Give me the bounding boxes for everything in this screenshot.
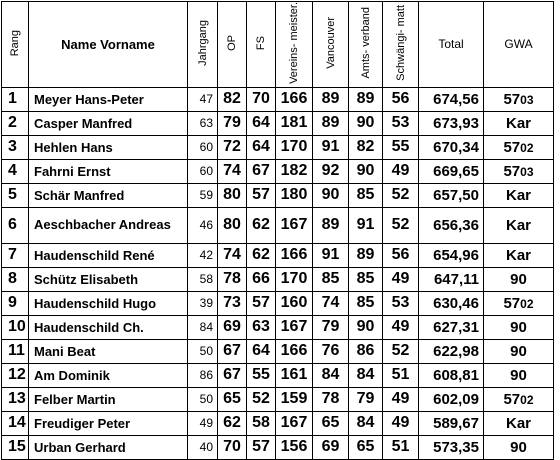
amtsverband-cell: 91 [349,207,383,243]
year-cell: 60 [188,135,218,159]
rank-cell: 12 [2,363,29,387]
vereinsmeister-cell: 167 [276,207,313,243]
total-cell: 669,65 [419,159,484,183]
vereinsmeister-cell: 160 [276,291,313,315]
total-cell: 602,09 [419,387,484,411]
header-op: OP [218,2,247,88]
op-cell: 74 [218,159,247,183]
gwa-cell [484,339,554,363]
schwaengimatt-cell: 52 [383,339,419,363]
total-cell: 673,93 [419,111,484,135]
op-cell: 73 [218,291,247,315]
table-row [2,387,554,411]
table-row [2,267,554,291]
gwa-cell [484,183,554,207]
fs-cell: 66 [247,267,276,291]
gwa-sub: 03 [520,92,534,107]
vancouver-cell: 85 [313,267,349,291]
gwa-sub: 02 [520,296,534,311]
year-cell: 60 [188,159,218,183]
vancouver-cell: 69 [313,435,349,459]
total-cell: 657,50 [419,183,484,207]
gwa-cell [484,159,554,183]
gwa-main: 90 [510,318,527,336]
table-row [2,435,554,459]
op-cell: 67 [218,363,247,387]
fs-cell: 55 [247,363,276,387]
rank-cell: 10 [2,315,29,339]
vancouver-cell: 65 [313,411,349,435]
op-cell: 80 [218,207,247,243]
total-cell: 589,67 [419,411,484,435]
name-cell: Hehlen Hans [29,135,188,159]
rank-cell: 2 [2,111,29,135]
vereinsmeister-cell: 180 [276,183,313,207]
vancouver-cell: 89 [313,207,349,243]
vereinsmeister-cell: 170 [276,135,313,159]
name-cell: Fahrni Ernst [29,159,188,183]
gwa-cell [484,243,554,267]
fs-cell: 70 [247,87,276,111]
gwa-main: Kar [505,246,531,264]
table-row [2,159,554,183]
header-name: Name Vorname [29,2,188,88]
op-cell: 65 [218,387,247,411]
year-cell: 63 [188,111,218,135]
vereinsmeister-cell: 170 [276,267,313,291]
amtsverband-cell: 79 [349,387,383,411]
rank-cell: 3 [2,135,29,159]
name-cell: Am Dominik [29,363,188,387]
fs-cell: 57 [247,435,276,459]
gwa-cell [484,207,554,243]
year-cell: 59 [188,183,218,207]
year-cell: 50 [188,339,218,363]
schwaengimatt-cell: 51 [383,363,419,387]
amtsverband-cell: 85 [349,291,383,315]
vereinsmeister-cell: 166 [276,87,313,111]
header-row [2,2,554,88]
name-cell: Urban Gerhard [29,435,188,459]
total-cell: 656,36 [419,207,484,243]
table-row [2,183,554,207]
gwa-main: 90 [510,342,527,360]
vancouver-cell: 84 [313,363,349,387]
rank-cell: 7 [2,243,29,267]
gwa-cell [484,363,554,387]
op-cell: 62 [218,411,247,435]
rank-cell: 1 [2,87,29,111]
fs-cell: 64 [247,135,276,159]
vereinsmeister-cell: 181 [276,111,313,135]
table-row [2,111,554,135]
schwaengimatt-cell: 53 [383,111,419,135]
name-cell: Freudiger Peter [29,411,188,435]
gwa-main: 57 [503,294,521,312]
fs-cell: 57 [247,183,276,207]
schwaengimatt-cell: 49 [383,267,419,291]
year-cell: 39 [188,291,218,315]
gwa-main: 57 [503,90,521,108]
rank-cell: 9 [2,291,29,315]
name-cell: Aeschbacher Andreas [29,207,188,243]
amtsverband-cell: 90 [349,111,383,135]
year-cell: 47 [188,87,218,111]
vancouver-cell: 91 [313,243,349,267]
name-cell: Mani Beat [29,339,188,363]
amtsverband-cell: 89 [349,243,383,267]
name-cell: Casper Manfred [29,111,188,135]
vancouver-cell: 89 [313,111,349,135]
amtsverband-cell: 82 [349,135,383,159]
op-cell: 79 [218,111,247,135]
table-row [2,363,554,387]
table-row [2,339,554,363]
fs-cell: 64 [247,111,276,135]
schwaengimatt-cell: 52 [383,183,419,207]
gwa-cell [484,135,554,159]
gwa-cell [484,315,554,339]
year-cell: 49 [188,411,218,435]
vancouver-cell: 90 [313,183,349,207]
total-cell: 670,34 [419,135,484,159]
total-cell: 627,31 [419,315,484,339]
year-cell: 42 [188,243,218,267]
gwa-sub: 02 [520,392,534,407]
vancouver-cell: 78 [313,387,349,411]
amtsverband-cell: 90 [349,315,383,339]
gwa-cell [484,411,554,435]
gwa-main: 57 [503,138,521,156]
rank-cell: 11 [2,339,29,363]
amtsverband-cell: 85 [349,183,383,207]
schwaengimatt-cell: 55 [383,135,419,159]
rank-cell: 6 [2,207,29,243]
op-cell: 74 [218,243,247,267]
gwa-main: Kar [505,414,531,432]
header-vancouver: Vancouver [313,2,349,88]
gwa-cell [484,387,554,411]
year-cell: 46 [188,207,218,243]
amtsverband-cell: 86 [349,339,383,363]
amtsverband-cell: 90 [349,159,383,183]
vancouver-cell: 79 [313,315,349,339]
schwaengimatt-cell: 49 [383,315,419,339]
name-cell: Felber Martin [29,387,188,411]
fs-cell: 64 [247,339,276,363]
amtsverband-cell: 84 [349,363,383,387]
header-amtsverband: Amts- verband [349,2,383,88]
total-cell: 674,56 [419,87,484,111]
table-row [2,411,554,435]
schwaengimatt-cell: 56 [383,243,419,267]
name-cell: Schütz Elisabeth [29,267,188,291]
op-cell: 78 [218,267,247,291]
total-cell: 608,81 [419,363,484,387]
table-row [2,315,554,339]
op-cell: 69 [218,315,247,339]
gwa-sub: 02 [520,140,534,155]
ranking-table [1,1,554,460]
gwa-cell [484,87,554,111]
gwa-cell [484,291,554,315]
header-fs: FS [247,2,276,88]
schwaengimatt-cell: 56 [383,87,419,111]
header-year: Jahrgang [188,2,218,88]
vancouver-cell: 76 [313,339,349,363]
schwaengimatt-cell: 49 [383,159,419,183]
vancouver-cell: 89 [313,87,349,111]
header-rank: Rang [2,2,29,88]
total-cell: 573,35 [419,435,484,459]
fs-cell: 63 [247,315,276,339]
vereinsmeister-cell: 159 [276,387,313,411]
gwa-cell [484,267,554,291]
table-row [2,207,554,243]
rank-cell: 13 [2,387,29,411]
gwa-main: 90 [510,438,527,456]
header-total: Total [419,2,484,88]
gwa-main: Kar [505,114,531,132]
amtsverband-cell: 65 [349,435,383,459]
schwaengimatt-cell: 53 [383,291,419,315]
name-cell: Meyer Hans-Peter [29,87,188,111]
total-cell: 654,96 [419,243,484,267]
op-cell: 70 [218,435,247,459]
table-row [2,87,554,111]
fs-cell: 67 [247,159,276,183]
schwaengimatt-cell: 52 [383,207,419,243]
rank-cell: 4 [2,159,29,183]
total-cell: 647,11 [419,267,484,291]
table-row [2,135,554,159]
name-cell: Schär Manfred [29,183,188,207]
schwaengimatt-cell: 49 [383,387,419,411]
table-row [2,291,554,315]
header-gwa: GWA [484,2,554,88]
vancouver-cell: 91 [313,135,349,159]
rank-cell: 8 [2,267,29,291]
vancouver-cell: 92 [313,159,349,183]
amtsverband-cell: 84 [349,411,383,435]
total-cell: 622,98 [419,339,484,363]
vereinsmeister-cell: 166 [276,339,313,363]
vereinsmeister-cell: 167 [276,315,313,339]
gwa-sub: 03 [520,164,534,179]
gwa-main: 57 [503,390,521,408]
gwa-main: 57 [503,162,521,180]
gwa-main: Kar [505,216,531,234]
header-vereinsmeister: Vereins- meister. [276,2,313,88]
op-cell: 80 [218,183,247,207]
name-cell: Haudenschild Hugo [29,291,188,315]
rank-cell: 5 [2,183,29,207]
total-cell: 630,46 [419,291,484,315]
year-cell: 50 [188,387,218,411]
amtsverband-cell: 89 [349,87,383,111]
gwa-cell [484,435,554,459]
schwaengimatt-cell: 49 [383,411,419,435]
op-cell: 72 [218,135,247,159]
amtsverband-cell: 85 [349,267,383,291]
name-cell: Haudenschild Ch. [29,315,188,339]
vereinsmeister-cell: 167 [276,411,313,435]
op-cell: 82 [218,87,247,111]
vereinsmeister-cell: 166 [276,243,313,267]
year-cell: 40 [188,435,218,459]
header-schwaengimatt: Schwängi- matt [383,2,419,88]
vereinsmeister-cell: 156 [276,435,313,459]
gwa-main: Kar [505,186,531,204]
vancouver-cell: 74 [313,291,349,315]
schwaengimatt-cell: 51 [383,435,419,459]
gwa-main: 90 [510,366,527,384]
rank-cell: 14 [2,411,29,435]
year-cell: 58 [188,267,218,291]
fs-cell: 62 [247,207,276,243]
fs-cell: 58 [247,411,276,435]
fs-cell: 52 [247,387,276,411]
rank-cell: 15 [2,435,29,459]
year-cell: 86 [188,363,218,387]
name-cell: Haudenschild René [29,243,188,267]
op-cell: 67 [218,339,247,363]
gwa-cell [484,111,554,135]
fs-cell: 57 [247,291,276,315]
vereinsmeister-cell: 182 [276,159,313,183]
vereinsmeister-cell: 161 [276,363,313,387]
table-row [2,243,554,267]
gwa-main: 90 [510,270,527,288]
fs-cell: 62 [247,243,276,267]
year-cell: 84 [188,315,218,339]
